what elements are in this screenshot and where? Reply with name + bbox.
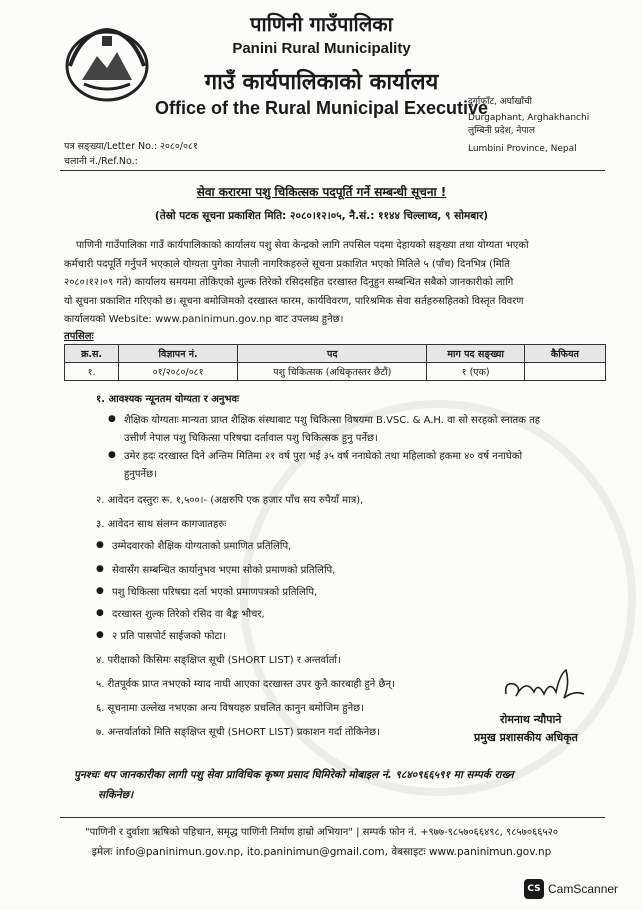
section-3-heading: ३. आवेदन साथ संलग्न कागजातहरुः [96, 519, 227, 530]
section-6-law: ६. सूचनामा उल्लेख नभएका अन्य विषयहरु प्रचलित कानुन बमोजिम हुनेछ। [96, 703, 364, 714]
section-1-heading: १. आवश्यक न्यूनतम योग्यता र अनुभवः [96, 394, 240, 405]
table-cell: १ (एक) [427, 363, 524, 381]
intro-line: यो सूचना प्रकाशित गरिएको छ। सूचना बमोजिमको दरखास्त फारम, कार्यविवरण, पारिश्रमिक सेवा सर्तहरुसहितको विस्तृत विवरण [64, 295, 524, 307]
letter-number: पत्र सङ्ख्या/Letter No.: २०८०/०८१ [64, 141, 198, 152]
table-header-row [65, 345, 606, 363]
col-header: पद [238, 345, 427, 363]
footer-divider [60, 817, 605, 818]
bullet-icon: ● [96, 608, 104, 618]
section-5-late: ५. रीतपूर्वक प्राप्त नभएको म्याद नाघी आएका दरखास्त उपर कुनै कारबाही हुने छैन्। [96, 679, 395, 690]
col-header: क्र.स. [65, 345, 119, 363]
section-2-fee: २. आवेदन दस्तुरः रू. १,५००।- (अक्षरुपि एक हजार पाँच सय रुपैयाँ मात्र), [96, 495, 364, 506]
address-np-2: लुम्बिनी प्रदेश, नेपाल [468, 126, 535, 136]
handwritten-signature [500, 664, 590, 706]
vacancy-table [64, 344, 606, 381]
signatory-designation: प्रमुख प्रशासकीय अधिकृत [474, 731, 578, 744]
notice-subject: सेवा करारमा पशु चिकित्सक पदपूर्ति गर्ने सम्बन्धी सूचना ! [196, 185, 447, 199]
address-np-1: दुर्गाफाँट, अर्घाखाँची [468, 97, 532, 107]
office-name-en: Office of the Rural Municipal Executive [154, 98, 489, 118]
signatory-name: रोमनाथ न्यौपाने [500, 713, 562, 726]
intro-line: कर्मचारी पदपूर्ति गर्नुपर्ने भएकाले योग्यता पुगेका नेपाली नागरिकहरुले सूचना प्रकाशित भएको मितिले ५ (पाँच) दिनभित्र (मिति [64, 258, 510, 270]
footer-email-website: इमेलः info@paninimun.gov.np, ito.paninimun@gmail.com, वेबसाइटः www.paninimun.gov.np [91, 846, 552, 858]
document-item: दरखास्त शुल्क तिरेको रसिद वा बैङ्क भौचर, [112, 609, 265, 620]
table-cell: १. [65, 363, 119, 381]
office-name-np: गाउँ कार्यपालिकाको कार्यालय [204, 70, 439, 95]
col-header: विज्ञापन नं. [119, 345, 238, 363]
postscript-note [74, 765, 588, 805]
camscanner-watermark [524, 878, 638, 900]
note-line: पुनश्चः थप जानकारीका लागी पशु सेवा प्राविधिक कृष्ण प्रसाद घिमिरेको मोबाइल नं. ९८४०९६६५९१ मा सम्पर्क राख्न [74, 769, 514, 781]
qualification-line-2: उत्तीर्ण नेपाल पशु चिकित्सा परिषद्मा दर्तावाल पशु चिकित्सक हुनु पर्नेछ। [124, 433, 378, 444]
reference-number: चलानी नं./Ref.No.: [64, 156, 138, 167]
age-limit-line-2: हुनुपर्नेछ। [124, 469, 157, 480]
qualification-line-1: शैक्षिक योग्यताः मान्यता प्राप्त शैक्षिक संस्थाबाट पशु चिकित्सा विषयमा B.VSC. & A.H. वा सो सरहको स्नातक तह [124, 415, 541, 426]
table-cell: ०१/२०८०/०८१ [119, 363, 238, 381]
age-limit-line-1: उमेर हदः दरखास्त दिने अन्तिम मितिमा २१ वर्ष पुरा भई ३५ वर्ष ननाघेको तथा महिलाको हकमा ४० वर्ष ननाघेको [124, 451, 523, 462]
table-cell: पशु चिकित्सक (अधिकृतस्तर छैटौं) [238, 363, 427, 381]
address-en-1: Durgaphant, Arghakhanchi [468, 113, 590, 123]
municipality-name-en: Panini Rural Municipality [232, 40, 411, 57]
table-cell [524, 363, 605, 381]
section-7-interview: ७. अन्तर्वार्ताको मिति सङ्क्षिप्त सूची (SHORT LIST) प्रकाशन गर्दा तोकिनेछ। [96, 727, 380, 738]
bullet-icon: ● [96, 540, 104, 550]
camscanner-logo-icon: CS [524, 879, 544, 899]
intro-line: पाणिनी गाउँपालिका गाउँ कार्यपालिकाको कार्यालय पशु सेवा केन्द्रको लागि तपसिल पदमा देहायको सङ्ख्या तथा योग्यता भएको [76, 240, 529, 251]
intro-line: कार्यालयको Website: www.paninimun.gov.np बाट उपलब्ध हुनेछ। [64, 314, 344, 325]
table-row [65, 363, 606, 381]
bullet-icon: ● [96, 586, 104, 596]
document-item: सेवासँग सम्बन्धित कार्यानुभव भएमा सोको प्रमाणको प्रतिलिपि, [112, 565, 336, 576]
address-en-2: Lumbini Province, Nepal [468, 144, 577, 154]
note-line: सकिनेछ। [98, 789, 134, 801]
section-4-exam: ४. परीक्षाको किसिमः सङ्क्षिप्त सूची (SHORT LIST) र अन्तर्वार्ता। [96, 655, 341, 666]
document-item: २ प्रति पासपोर्ट साईजको फोटा। [112, 631, 226, 642]
document-item: पशु चिकित्सा परिषद्मा दर्ता भएको प्रमाणपत्रको प्रतिलिपि, [112, 587, 318, 598]
footer-slogan-contact: "पाणिनी र दुर्वाशा ऋषिको पहिचान, समृद्ध पाणिनी निर्माण हाम्रो अभियान" | सम्पर्क फोन नं. +९७७-९८५७०६६४९८, ९८५७०६६५२० [84, 827, 559, 838]
bullet-icon: ● [96, 564, 104, 574]
bullet-icon: ● [108, 450, 116, 460]
bullet-icon: ● [96, 630, 104, 640]
bullet-icon: ● [108, 414, 116, 424]
camscanner-label: CamScanner [548, 882, 619, 896]
intro-line: २०८०।१२।०९ गते) कार्यालय समयमा तोकिएको शुल्क तिरेको रसिदसहित दरखास्त दिनुहुन सम्बन्धित सबैको जानकारीको लागि [64, 277, 514, 288]
header-divider [60, 170, 605, 171]
intro-paragraph [64, 237, 604, 330]
col-header: कैफियत [524, 345, 605, 363]
table-label: तपसिलः [64, 331, 94, 342]
municipality-name-np: पाणिनी गाउँपालिका [250, 12, 393, 36]
notice-subtitle: (तेस्रो पटक सूचना प्रकाशित मिति: २०८०।१२।०५, नै.सं.: ११४४ चिल्लाथ्व, ९ सोमबार) [154, 210, 489, 222]
document-item: उम्मेदवारको शैक्षिक योग्यताको प्रमाणित प्रतिलिपि, [112, 541, 292, 552]
col-header: माग पद सङ्ख्या [427, 345, 524, 363]
